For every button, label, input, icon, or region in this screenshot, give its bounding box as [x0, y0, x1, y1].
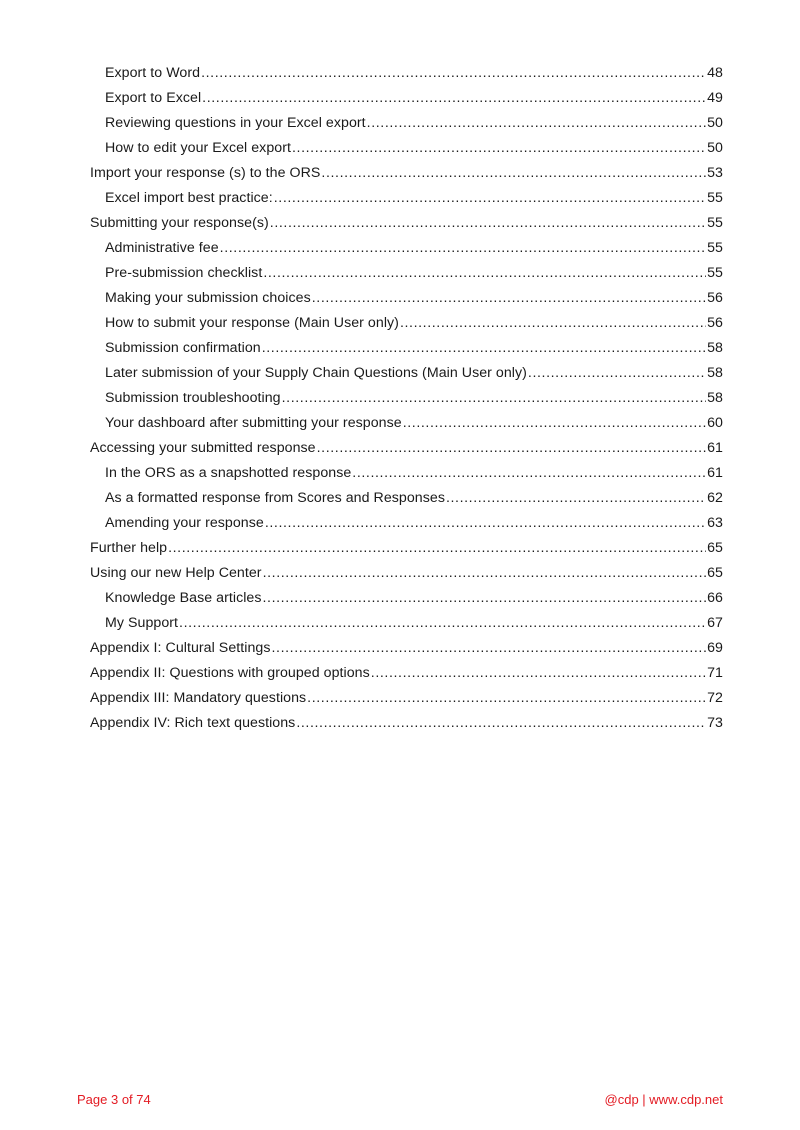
toc-entry-title[interactable]: Appendix I: Cultural Settings	[90, 640, 271, 656]
toc-entry-page: 61	[707, 440, 723, 456]
toc-entry[interactable]	[90, 311, 723, 336]
toc-entry-page: 62	[707, 490, 723, 506]
toc-entry-title[interactable]: Excel import best practice:	[105, 190, 273, 206]
toc-entry-page: 48	[707, 65, 723, 81]
toc-dot-leader	[274, 186, 706, 211]
toc-entry-page: 55	[707, 190, 723, 206]
toc-entry-title[interactable]: Submitting your response(s)	[90, 215, 269, 231]
toc-entry[interactable]	[90, 486, 723, 511]
toc-dot-leader	[263, 261, 706, 286]
toc-entry[interactable]	[90, 386, 723, 411]
toc-entry[interactable]	[90, 336, 723, 361]
toc-entry[interactable]	[90, 211, 723, 236]
toc-entry-page: 65	[707, 540, 723, 556]
toc-dot-leader	[400, 311, 706, 336]
toc-entry-title[interactable]: Appendix IV: Rich text questions	[90, 715, 296, 731]
toc-dot-leader	[307, 686, 706, 711]
toc-dot-leader	[263, 561, 706, 586]
footer-page-number: Page 3 of 74	[77, 1092, 151, 1107]
toc-entry-page: 66	[707, 590, 723, 606]
toc-entry-title[interactable]: Appendix III: Mandatory questions	[90, 690, 307, 706]
toc-dot-leader	[262, 336, 706, 361]
toc-entry-title[interactable]: As a formatted response from Scores and Responses	[105, 490, 445, 506]
toc-dot-leader	[321, 161, 706, 186]
toc-entry[interactable]	[90, 536, 723, 561]
toc-entry-title[interactable]: Making your submission choices	[105, 290, 311, 306]
toc-entry-page: 55	[707, 265, 723, 281]
toc-dot-leader	[317, 436, 706, 461]
toc-entry-page: 60	[707, 415, 723, 431]
toc-dot-leader	[282, 386, 706, 411]
toc-entry[interactable]	[90, 586, 723, 611]
toc-dot-leader	[292, 136, 706, 161]
toc-dot-leader	[271, 636, 706, 661]
toc-entry[interactable]	[90, 186, 723, 211]
toc-entry-title[interactable]: How to submit your response (Main User only)	[105, 315, 399, 331]
toc-entry-page: 50	[707, 115, 723, 131]
toc-entry-title[interactable]: Import your response (s) to the ORS	[90, 165, 321, 181]
footer-brand-link[interactable]: @cdp | www.cdp.net	[604, 1092, 723, 1107]
toc-dot-leader	[201, 61, 706, 86]
toc-entry-title[interactable]: Later submission of your Supply Chain Questions (Main User only)	[105, 365, 527, 381]
toc-entry[interactable]	[90, 361, 723, 386]
toc-entry[interactable]	[90, 111, 723, 136]
toc-dot-leader	[179, 611, 706, 636]
toc-entry[interactable]	[90, 636, 723, 661]
toc-entry[interactable]	[90, 236, 723, 261]
toc-entry-title[interactable]: My Support	[105, 615, 179, 631]
toc-entry-page: 56	[707, 315, 723, 331]
toc-entry-title[interactable]: Pre-submission checklist	[105, 265, 263, 281]
toc-entry[interactable]	[90, 161, 723, 186]
toc-entry-page: 61	[707, 465, 723, 481]
toc-dot-leader	[202, 86, 706, 111]
toc-entry-page: 58	[707, 340, 723, 356]
toc-entry[interactable]	[90, 61, 723, 86]
toc-dot-leader	[528, 361, 706, 386]
toc-entry-page: 55	[707, 240, 723, 256]
toc-entry-title[interactable]: Appendix II: Questions with grouped options	[90, 665, 370, 681]
toc-entry[interactable]	[90, 261, 723, 286]
toc-entry-page: 72	[707, 690, 723, 706]
toc-entry[interactable]	[90, 511, 723, 536]
toc-entry-page: 67	[707, 615, 723, 631]
toc-entry-page: 58	[707, 365, 723, 381]
toc-dot-leader	[168, 536, 706, 561]
toc-entry[interactable]	[90, 436, 723, 461]
toc-entry-title[interactable]: Further help	[90, 540, 168, 556]
toc-dot-leader	[296, 711, 706, 736]
toc-entry[interactable]	[90, 711, 723, 736]
toc-entry-page: 69	[707, 640, 723, 656]
toc-dot-leader	[352, 461, 706, 486]
toc-entry-title[interactable]: Knowledge Base articles	[105, 590, 262, 606]
toc-entry[interactable]	[90, 86, 723, 111]
toc-entry-title[interactable]: Administrative fee	[105, 240, 219, 256]
toc-entry-page: 50	[707, 140, 723, 156]
toc-dot-leader	[371, 661, 706, 686]
toc-dot-leader	[367, 111, 706, 136]
toc-dot-leader	[270, 211, 706, 236]
toc-dot-leader	[446, 486, 706, 511]
toc-entry-title[interactable]: How to edit your Excel export	[105, 140, 291, 156]
toc-entry[interactable]	[90, 136, 723, 161]
toc-dot-leader	[403, 411, 706, 436]
toc-dot-leader	[312, 286, 706, 311]
toc-dot-leader	[263, 586, 706, 611]
toc-entry-page: 58	[707, 390, 723, 406]
toc-entry-title[interactable]: Submission troubleshooting	[105, 390, 281, 406]
toc-entry-title[interactable]: Using our new Help Center	[90, 565, 262, 581]
toc-entry-page: 53	[707, 165, 723, 181]
toc-entry-title[interactable]: Export to Excel	[105, 90, 202, 106]
toc-entry-page: 55	[707, 215, 723, 231]
toc-entry[interactable]	[90, 686, 723, 711]
table-of-contents	[90, 61, 723, 736]
toc-entry[interactable]	[90, 661, 723, 686]
toc-entry-title[interactable]: In the ORS as a snapshotted response	[105, 465, 352, 481]
toc-entry-page: 71	[707, 665, 723, 681]
toc-entry-page: 73	[707, 715, 723, 731]
toc-entry-page: 56	[707, 290, 723, 306]
toc-entry-title[interactable]: Submission confirmation	[105, 340, 261, 356]
toc-dot-leader	[265, 511, 706, 536]
toc-entry-title[interactable]: Export to Word	[105, 65, 201, 81]
toc-entry[interactable]	[90, 411, 723, 436]
toc-entry[interactable]	[90, 561, 723, 586]
toc-entry-page: 65	[707, 565, 723, 581]
toc-dot-leader	[220, 236, 706, 261]
toc-entry[interactable]	[90, 461, 723, 486]
toc-entry-page: 49	[707, 90, 723, 106]
toc-entry[interactable]	[90, 286, 723, 311]
toc-entry-title[interactable]: Accessing your submitted response	[90, 440, 316, 456]
toc-entry-title[interactable]: Amending your response	[105, 515, 264, 531]
toc-entry-page: 63	[707, 515, 723, 531]
toc-entry-title[interactable]: Reviewing questions in your Excel export	[105, 115, 366, 131]
toc-entry[interactable]	[90, 611, 723, 636]
toc-entry-title[interactable]: Your dashboard after submitting your response	[105, 415, 402, 431]
